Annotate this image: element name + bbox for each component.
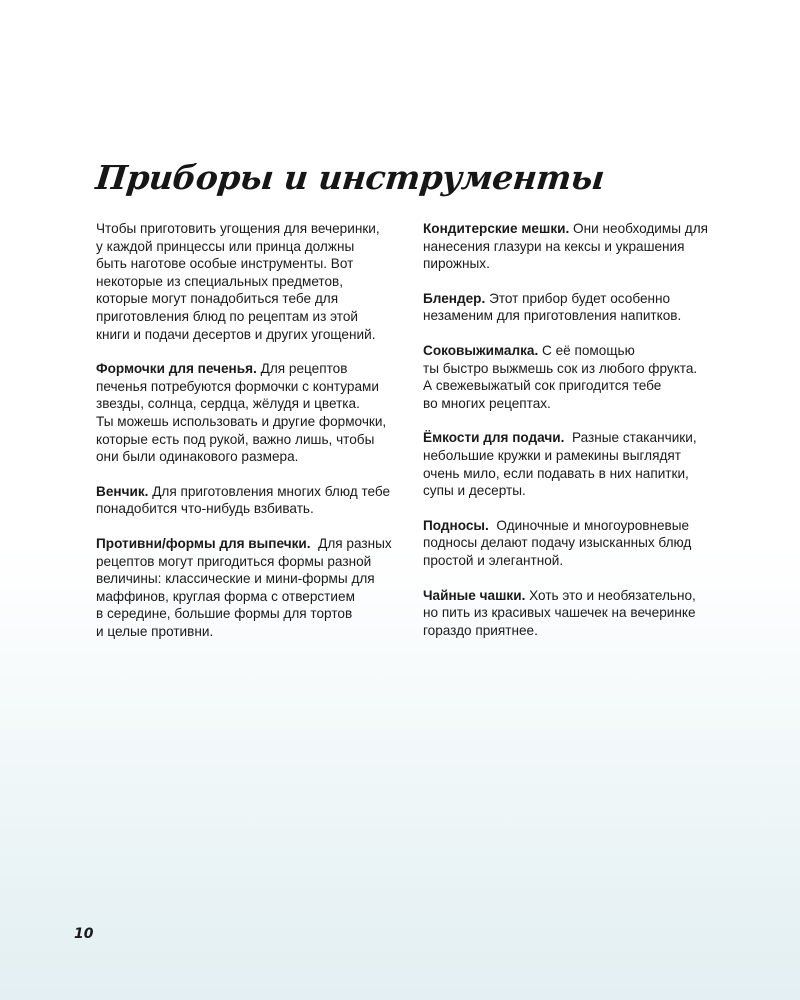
- teacups-paragraph: [423, 587, 723, 640]
- text-line: супы и десерты.: [423, 483, 526, 499]
- text-line: [423, 290, 723, 308]
- teacups-heading: Чайные чашки.: [423, 587, 526, 603]
- text-line: они были одинакового размера.: [96, 449, 299, 465]
- piping-bags-heading: Кондитерские мешки.: [423, 221, 570, 236]
- right-column: [423, 220, 723, 656]
- text-line: рецептов могут пригодиться формы разной: [96, 553, 372, 569]
- text-line: звезды, солнца, сердца, жёлудя и цветка.: [96, 396, 360, 412]
- piping-bags-paragraph: [423, 220, 723, 273]
- text-line: понадобится что-нибудь взбивать.: [96, 501, 314, 517]
- text-line: А свежевыжатый сок пригодится тебе: [423, 378, 662, 394]
- text-line: приготовления блюд по рецептам из этой: [96, 308, 359, 324]
- text-run: Одиночные и многоуровневые: [496, 517, 690, 533]
- text-line: но пить из красивых чашечек на вечеринке: [423, 605, 696, 621]
- page-number: 10: [74, 926, 94, 942]
- text-line: небольшие кружки и рамекины выглядят: [423, 447, 681, 463]
- text-line: [423, 429, 723, 447]
- text-line: Ты можешь использовать и другие формочки,: [96, 413, 387, 429]
- text-line: [96, 360, 406, 378]
- left-column: [96, 220, 406, 657]
- text-run: Для рецептов: [260, 361, 348, 377]
- text-line: простой и элегантной.: [423, 552, 564, 568]
- blender-paragraph: [423, 290, 723, 325]
- text-line: быть наготове особые инструменты. Вот: [96, 256, 354, 272]
- text-run: Разные стаканчики,: [572, 430, 697, 446]
- text-line: [96, 535, 406, 553]
- text-line: подносы делают подачу изысканных блюд: [423, 535, 692, 551]
- text-run: С её помощью: [542, 342, 635, 358]
- text-line: нанесения глазури на кексы и украшения: [423, 238, 685, 254]
- text-run: Для приготовления многих блюд тебе: [152, 483, 391, 499]
- whisk-heading: Венчик.: [96, 483, 149, 499]
- text-line: [96, 483, 406, 501]
- baking-trays-paragraph: [96, 535, 406, 641]
- text-line: печенья потребуются формочки с контурами: [96, 378, 379, 394]
- page-title: Приборы и инструменты: [93, 158, 607, 197]
- trays-paragraph: [423, 517, 723, 570]
- text-line: [423, 517, 723, 535]
- intro-paragraph: [96, 220, 406, 343]
- text-line: и целые противни.: [96, 623, 214, 639]
- text-run: Хоть это и необязательно,: [529, 587, 696, 603]
- text-run: Они необходимы для: [573, 221, 709, 236]
- text-line: [423, 587, 723, 605]
- text-line: величины: классические и мини-формы для: [96, 571, 375, 587]
- text-line: [423, 220, 723, 238]
- text-run: Для разных: [318, 535, 392, 551]
- blender-heading: Блендер.: [423, 290, 486, 306]
- trays-heading: Подносы.: [423, 517, 489, 533]
- serving-vessels-heading: Ёмкости для подачи.: [423, 430, 565, 446]
- whisk-paragraph: [96, 483, 406, 518]
- baking-trays-heading: Противни/формы для выпечки.: [96, 535, 311, 551]
- text-line: некоторые из специальных предметов,: [96, 273, 344, 289]
- text-line: которые могут понадобиться тебе для: [96, 291, 339, 307]
- text-line: которые есть под рукой, важно лишь, чтобы: [96, 431, 375, 447]
- text-line: во многих рецептах.: [423, 395, 551, 411]
- juicer-paragraph: [423, 342, 723, 412]
- cookie-cutters-paragraph: [96, 360, 406, 466]
- juicer-heading: Соковыжималка.: [423, 342, 539, 358]
- text-line: [423, 342, 723, 360]
- cookie-cutters-heading: Формочки для печенья.: [96, 361, 257, 377]
- text-line: ты быстро выжмешь сок из любого фрукта.: [423, 360, 698, 376]
- text-line: незаменим для приготовления напитков.: [423, 308, 682, 324]
- text-line: гораздо приятнее.: [423, 622, 538, 638]
- serving-vessels-paragraph: [423, 429, 723, 499]
- text-line: пирожных.: [423, 256, 490, 272]
- text-line: в середине, большие формы для тортов: [96, 606, 353, 622]
- text-line: Чтобы приготовить угощения для вечеринки,: [96, 221, 380, 236]
- text-run: Этот прибор будет особенно: [489, 290, 671, 306]
- text-line: книги и подачи десертов и других угощений.: [96, 326, 376, 342]
- text-line: у каждой принцессы или принца должны: [96, 238, 355, 254]
- text-line: маффинов, круглая форма с отверстием: [96, 588, 355, 604]
- text-line: очень мило, если подавать в них напитки,: [423, 465, 689, 481]
